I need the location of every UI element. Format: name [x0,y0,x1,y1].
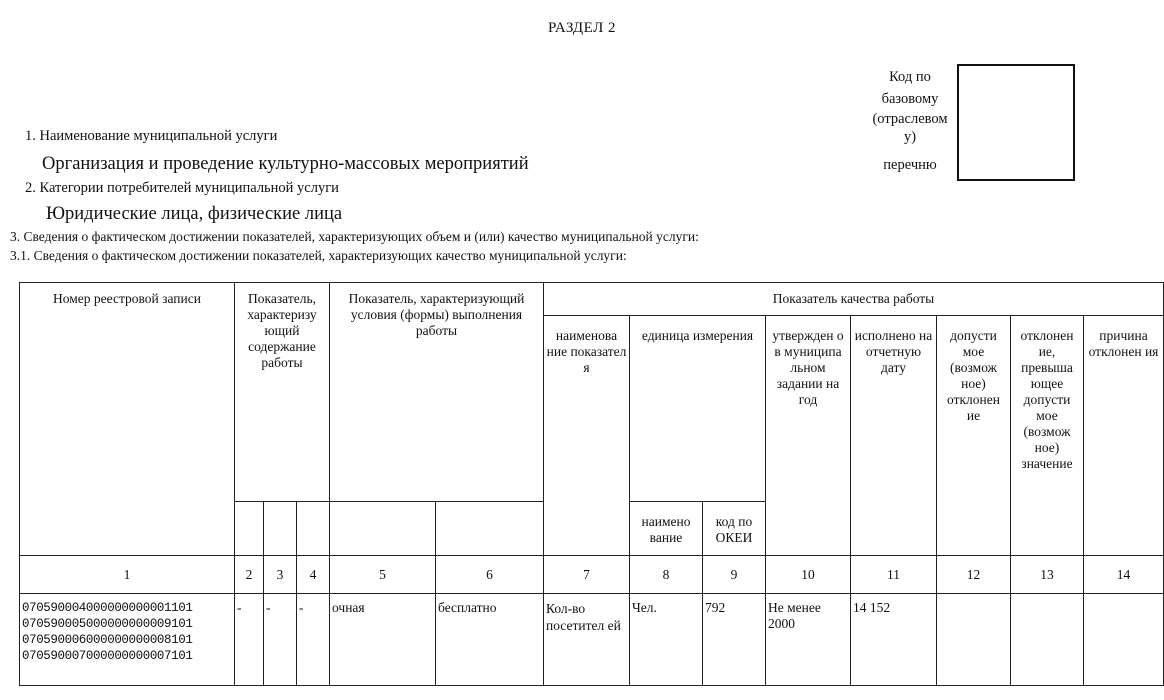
header-unit-code [703,502,766,556]
cell-c2: - [235,594,264,686]
service-name-value: Организация и проведение культурно-массовых мероприятий [42,154,529,174]
code-label-line: у) [903,129,917,145]
table-row [20,594,1164,686]
consumer-category-value: Юридические лица, физические лица [46,204,343,224]
header-reason-text: причина отклонен ия [1088,328,1159,359]
header-indicator-name [544,316,630,556]
cell-c9: 792 [703,594,766,686]
column-number: 12 [937,556,1011,594]
column-number: 14 [1084,556,1164,594]
header-blank [235,502,264,556]
header-exceeding-deviation [1011,316,1084,556]
consumer-category-label: 2. Категории потребителей муниципальной услуги [25,180,339,196]
header-blank [330,502,436,556]
column-number: 8 [630,556,703,594]
header-blank [436,502,544,556]
header-allowed-deviation [937,316,1011,556]
header-unit-code-text: код по ОКЕИ [715,514,753,545]
header-quality-text: Показатель качества работы [772,291,935,306]
code-label [858,66,962,176]
code-label-line: перечню [883,157,937,173]
column-number: 10 [766,556,851,594]
code-label-line: базовому [881,91,939,107]
cell-c12 [937,594,1011,686]
registry-code: 070590005000000000009101 [22,617,193,631]
header-registry-text: Номер реестровой записи [53,291,201,306]
header-executed-text: исполнено на отчетную дату [854,328,933,375]
header-unit-name [630,502,703,556]
column-number: 11 [851,556,937,594]
header-approved [766,316,851,556]
header-allowed-deviation-text: допусти мое (возмож ное) отклонен ие [947,328,1000,423]
header-indicator-name-text: наименова ние показател я [546,328,627,375]
section-title: РАЗДЕЛ 2 [547,20,617,36]
registry-code: 070590006000000000008101 [22,633,193,647]
code-label-line: (отраслевом [872,111,948,127]
header-unit-name-text: наимено вание [641,514,691,545]
column-number: 5 [330,556,436,594]
cell-c10: Не менее 2000 [766,594,851,686]
cell-c3: - [264,594,297,686]
code-label-line: Код по [889,69,931,85]
header-conditions-indicator-text: Показатель, характеризующий условия (формы) выполнения работы [348,291,525,338]
service-name-label: 1. Наименование муниципальной услуги [25,128,278,144]
header-conditions-indicator [330,283,544,502]
column-number: 2 [235,556,264,594]
column-number: 6 [436,556,544,594]
item31-text: 3.1. Сведения о фактическом достижении показателей, характеризующих качество муниципальной услуги: [10,248,627,263]
header-content-indicator [235,283,330,502]
header-quality [544,283,1164,316]
column-number: 7 [544,556,630,594]
registry-code: 070590004000000000001101 [22,601,193,615]
column-number: 9 [703,556,766,594]
quality-table [19,282,1164,686]
registry-codes [20,594,235,686]
code-box [957,64,1075,181]
header-executed [851,316,937,556]
header-blank [297,502,330,556]
item3-text: 3. Сведения о фактическом достижении показателей, характеризующих объем и (или) качество муниципальной услуги: [10,229,699,244]
header-unit-text: единица измерения [641,328,754,343]
header-reason [1084,316,1164,556]
cell-c14 [1084,594,1164,686]
header-exceeding-deviation-text: отклонен ие, превыша ющее допусти мое (возмож ное) значение [1020,328,1074,471]
column-number: 1 [20,556,235,594]
cell-c8: Чел. [630,594,703,686]
column-number: 3 [264,556,297,594]
cell-c5: очная [330,594,436,686]
registry-code: 070590007000000000007101 [22,649,193,663]
cell-c6: бесплатно [436,594,544,686]
cell-c7: Кол-во посетител ей [544,594,630,686]
cell-c11: 14 152 [851,594,937,686]
column-number: 4 [297,556,330,594]
header-registry [20,283,235,556]
header-blank [264,502,297,556]
cell-c13 [1011,594,1084,686]
header-approved-text: утвержден о в муниципа льном задании на год [772,328,844,407]
header-content-indicator-text: Показатель, характеризу ющий содержание работы [247,291,317,370]
column-number: 13 [1011,556,1084,594]
header-unit [630,316,766,502]
cell-c4: - [297,594,330,686]
